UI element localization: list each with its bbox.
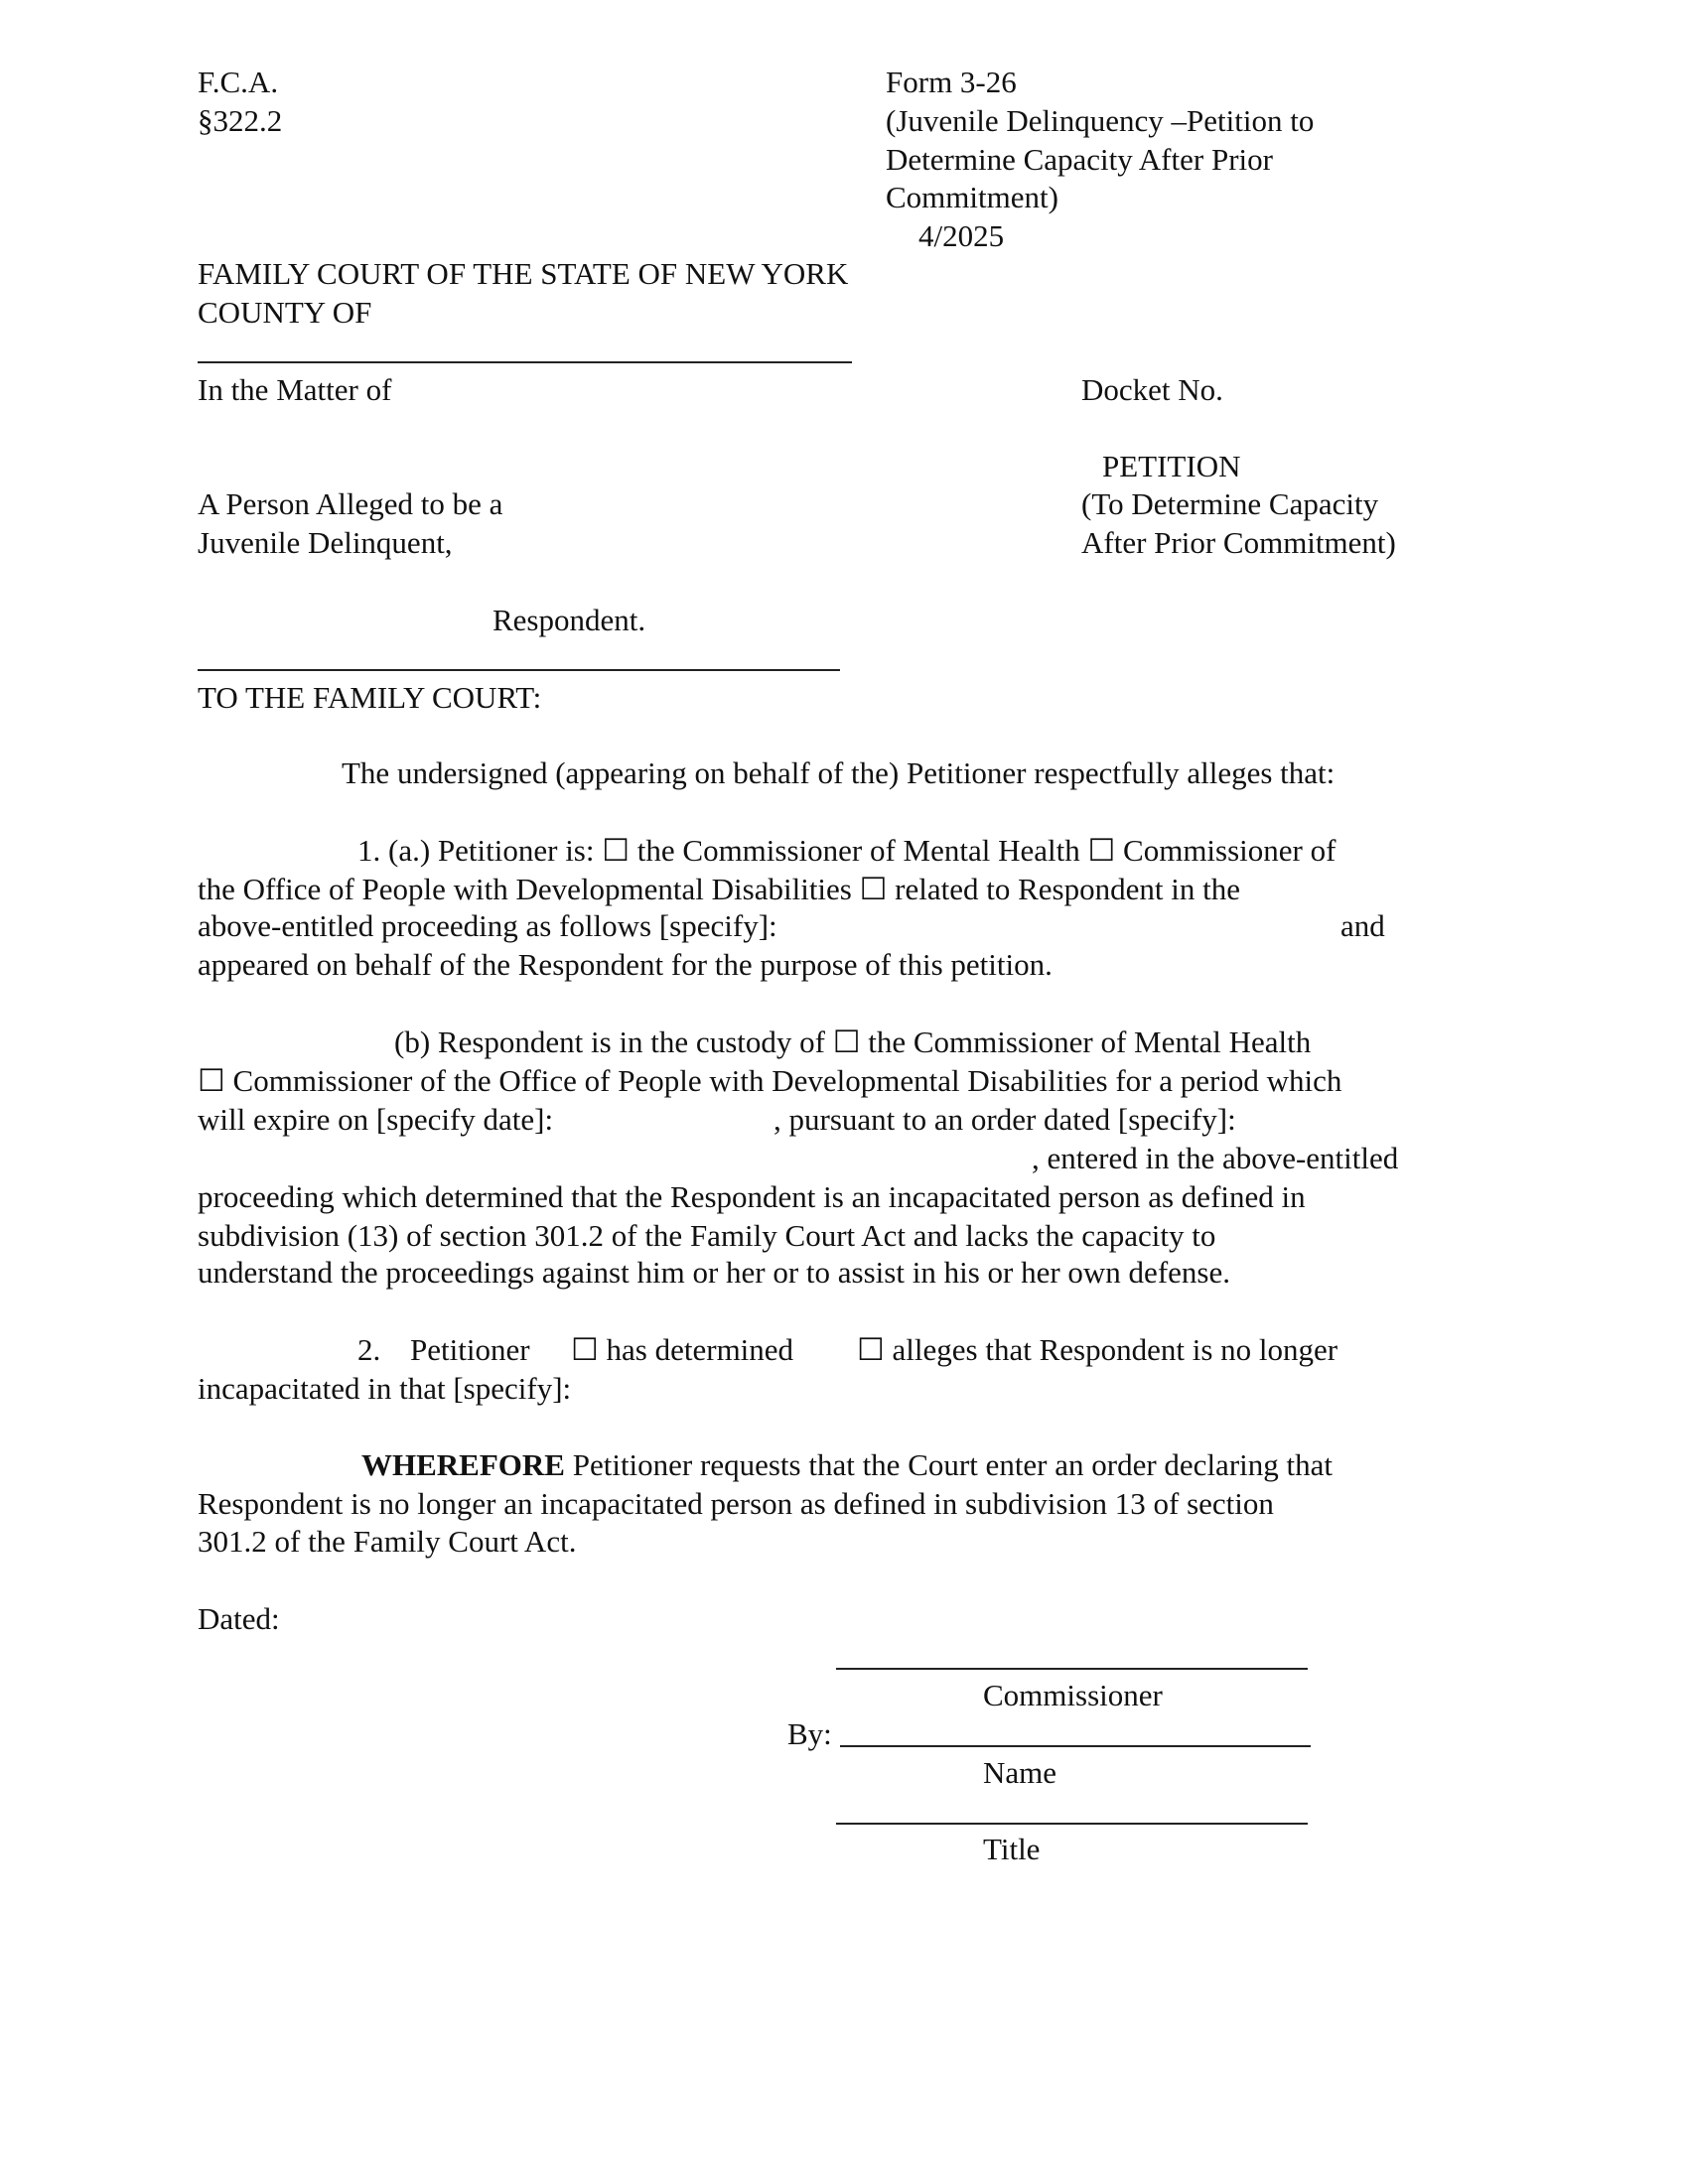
- para-1b-text: proceeding which determined that the Respondent is an incapacitated person as defined in: [198, 1179, 1306, 1214]
- form-title-line: (Juvenile Delinquency –Petition to: [886, 103, 1315, 138]
- form-date: 4/2025: [918, 218, 1005, 253]
- person-alleged: Juvenile Delinquent,: [198, 525, 453, 560]
- para-1b-text: subdivision (13) of section 301.2 of the Family Court Act and lacks the capacity to: [198, 1218, 1216, 1253]
- caption-top-rule: [198, 361, 852, 363]
- statute-section: §322.2: [198, 103, 283, 138]
- title-label: Title: [983, 1832, 1041, 1866]
- dated-label: Dated:: [198, 1601, 280, 1636]
- form-title-line: Determine Capacity After Prior: [886, 142, 1273, 177]
- intro-text: The undersigned (appearing on behalf of the) Petitioner respectfully alleges that:: [342, 755, 1336, 790]
- wherefore-text: 301.2 of the Family Court Act.: [198, 1524, 577, 1559]
- alleges-checkbox[interactable]: ☐ alleges that Respondent is no longer: [857, 1332, 1338, 1367]
- name-label: Name: [983, 1755, 1057, 1790]
- para-1a-text: above-entitled proceeding as follows [specify]:: [198, 908, 777, 943]
- respondent-label: Respondent.: [492, 603, 646, 637]
- para-2-text: incapacitated in that [specify]:: [198, 1371, 572, 1406]
- petition-subtitle: After Prior Commitment): [1081, 525, 1396, 560]
- by-label: By:: [787, 1716, 832, 1751]
- petition-subtitle: (To Determine Capacity: [1081, 486, 1379, 521]
- wherefore-text: Respondent is no longer an incapacitated person as defined in subdivision 13 of section: [198, 1486, 1274, 1521]
- petition-title: PETITION: [1102, 449, 1241, 483]
- title-signature-line[interactable]: [836, 1823, 1308, 1825]
- has-determined-checkbox[interactable]: ☐ has determined: [571, 1332, 794, 1367]
- para-1b-text: understand the proceedings against him or her or to assist in his or her own defense.: [198, 1255, 1230, 1290]
- wherefore-line: [361, 1445, 1333, 1485]
- matter-label: In the Matter of: [198, 372, 392, 407]
- commissioner-label: Commissioner: [983, 1678, 1163, 1712]
- wherefore-bold: WHEREFORE: [361, 1447, 565, 1482]
- para-1b-text: , pursuant to an order dated [specify]:: [774, 1102, 1236, 1137]
- wherefore-text: Petitioner requests that the Court enter an order declaring that: [564, 1447, 1333, 1482]
- court-name: FAMILY COURT OF THE STATE OF NEW YORK: [198, 256, 849, 291]
- para-2-petitioner: Petitioner: [410, 1332, 530, 1367]
- docket-label: Docket No.: [1081, 372, 1223, 407]
- form-number: Form 3-26: [886, 65, 1017, 99]
- para-1b-text: (b) Respondent is in the custody of ☐ the Commissioner of Mental Health: [394, 1024, 1312, 1059]
- para-2-number: 2.: [357, 1332, 381, 1367]
- name-signature-line[interactable]: [840, 1745, 1311, 1747]
- to-court: TO THE FAMILY COURT:: [198, 680, 542, 715]
- statute-ref: F.C.A.: [198, 65, 279, 99]
- form-title-line: Commitment): [886, 180, 1058, 214]
- para-1b-text: , entered in the above-entitled: [1032, 1141, 1399, 1175]
- county-label: COUNTY OF: [198, 295, 372, 330]
- para-1b-text: ☐ Commissioner of the Office of People with Developmental Disabilities for a period which: [198, 1063, 1342, 1098]
- para-1a-text: and: [1340, 908, 1385, 943]
- para-1a-text: the Office of People with Developmental Disabilities ☐ related to Respondent in the: [198, 872, 1240, 906]
- para-1b-text: will expire on [specify date]:: [198, 1102, 554, 1137]
- caption-bottom-rule: [198, 669, 840, 671]
- person-alleged: A Person Alleged to be a: [198, 486, 503, 521]
- para-1a-text: appeared on behalf of the Respondent for the purpose of this petition.: [198, 947, 1053, 982]
- para-1a-text: 1. (a.) Petitioner is: ☐ the Commissioner of Mental Health ☐ Commissioner of: [357, 833, 1336, 868]
- commissioner-signature-line[interactable]: [836, 1668, 1308, 1670]
